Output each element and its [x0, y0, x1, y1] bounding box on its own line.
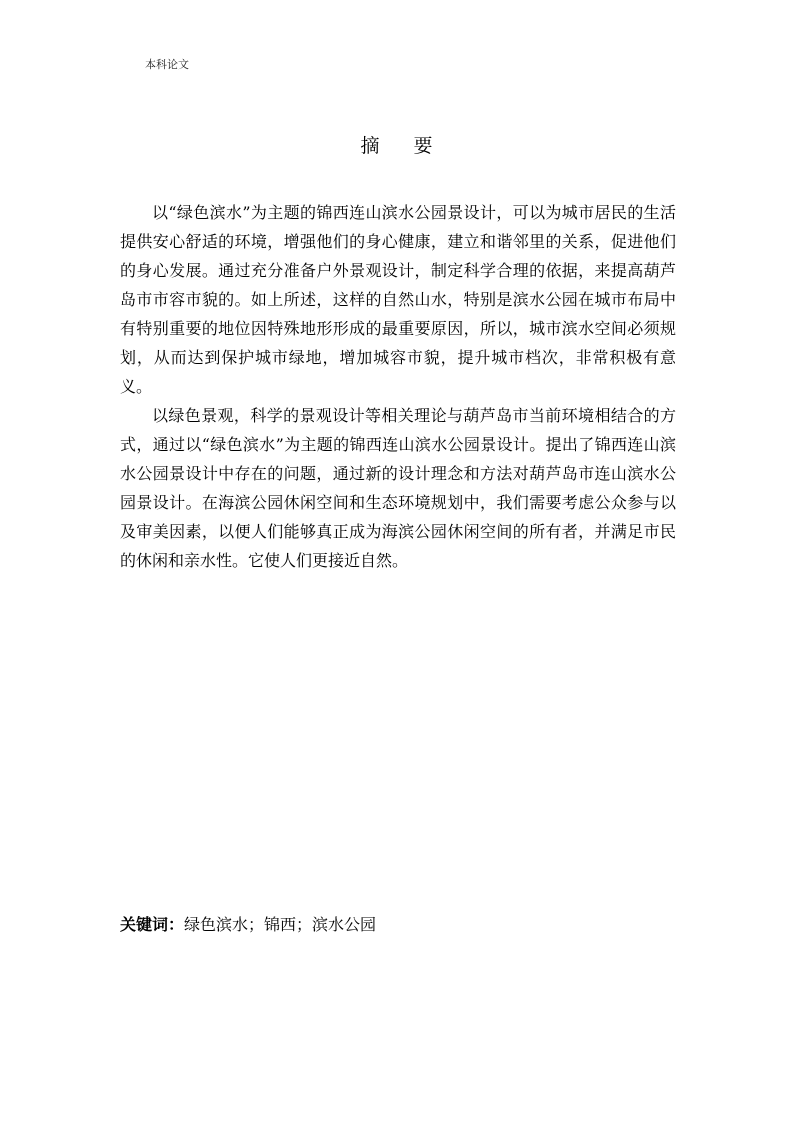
abstract-title: 摘要	[360, 135, 467, 157]
document-header-label: 本科论文	[145, 58, 189, 71]
keywords-value: 绿色滨水；锦西；滨水公园	[184, 915, 377, 934]
abstract-body	[120, 198, 676, 575]
abstract-paragraph-1: 以“绿色滨水”为主题的锦西连山滨水公园景设计，可以为城市居民的生活提供安心舒适的环境，增强他们的身心健康，建立和谐邻里的关系，促进他们的身心发展。通过充分准备户外景观设计，制定科学合理的依据，来提高葫芦岛市市容市貌的。如上所述，这样的自然山水，特别是滨水公园在城市布局中有特别重要的地位因特殊地形形成的最重要原因，所以，城市滨水空间必须规划，从而达到保护城市绿地，增加城容市貌，提升城市档次，非常积极有意义。	[120, 203, 676, 396]
keywords-label: 关键词：	[120, 915, 185, 934]
keywords-line	[120, 912, 676, 938]
abstract-paragraph-2: 以绿色景观，科学的景观设计等相关理论与葫芦岛市当前环境相结合的方式，通过以“绿色滨水”为主题的锦西连山滨水公园景设计。提出了锦西连山滨水公园景设计中存在的问题，通过新的设计理念和方法对葫芦岛市连山滨水公园景设计。在海滨公园休闲空间和生态环境规划中，我们需要考虑公众参与以及审美因素，以便人们能够真正成为海滨公园休闲空间的所有者，并满足市民的休闲和亲水性。它使人们更接近自然。	[120, 406, 676, 570]
